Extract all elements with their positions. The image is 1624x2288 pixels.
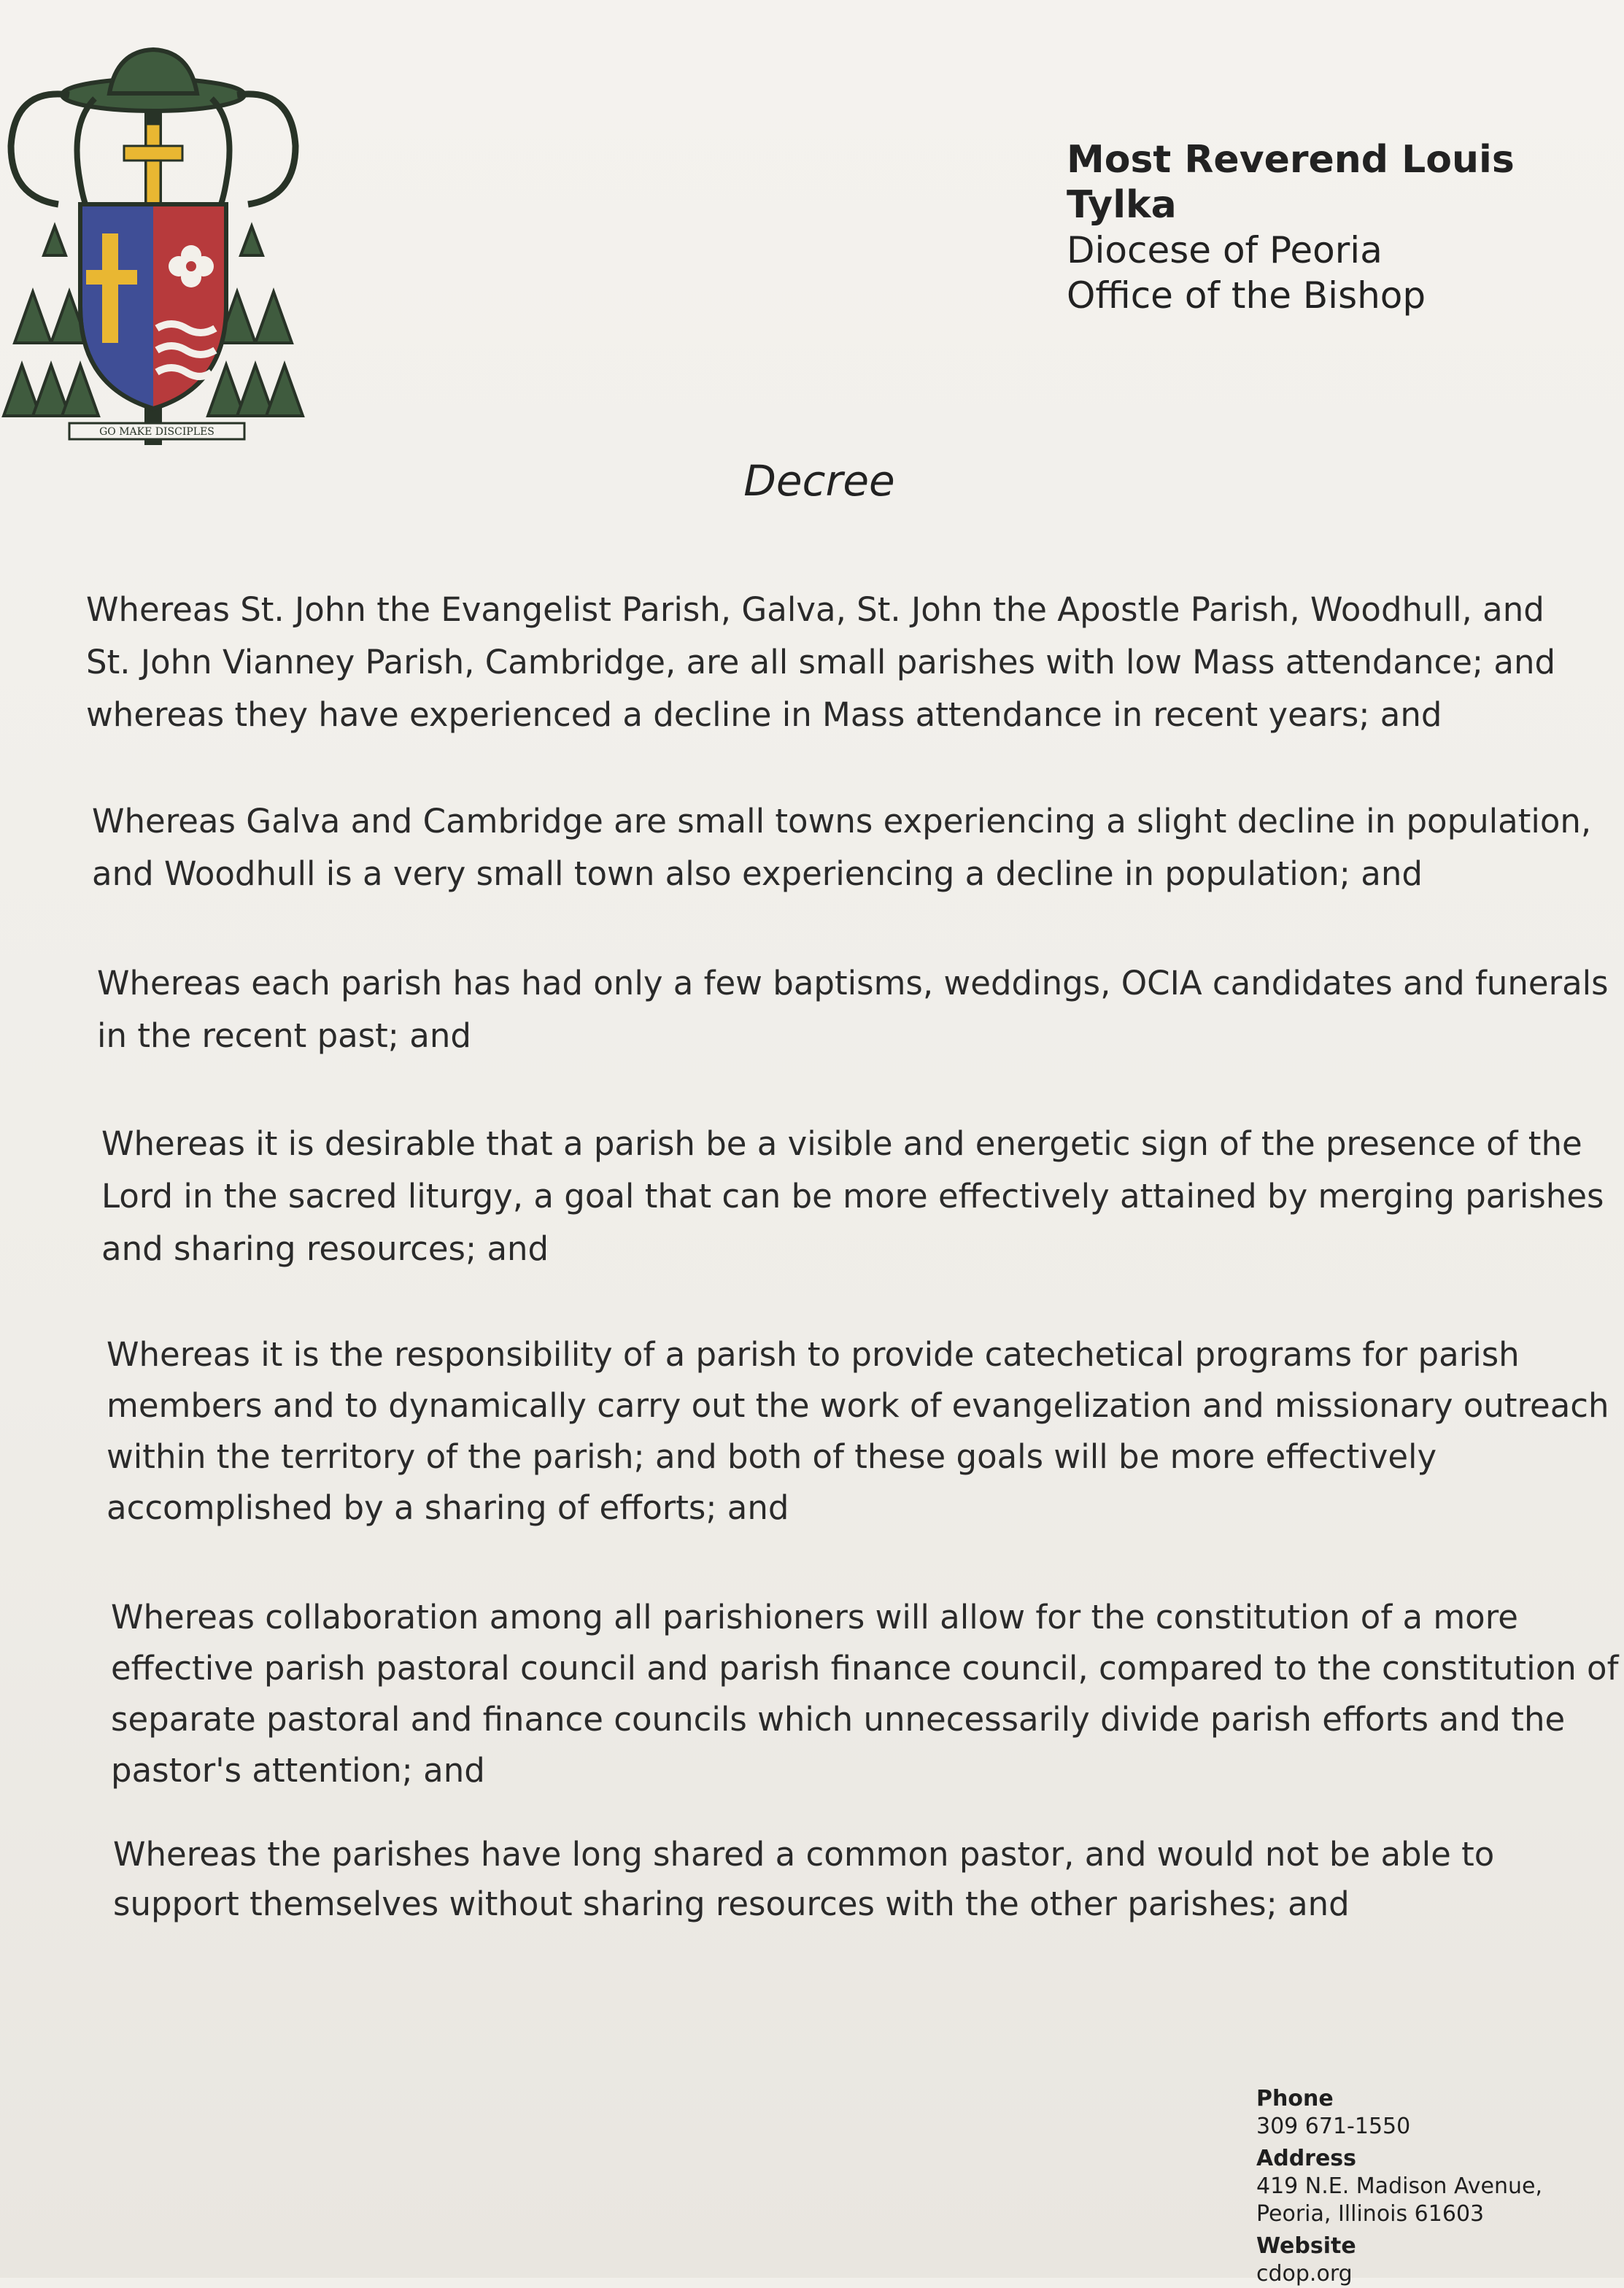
paragraph-line: support themselves without sharing resources with the other parishes; and <box>113 1885 1350 1923</box>
paragraph-line: whereas they have experienced a decline in Mass attendance in recent years; and <box>86 695 1442 734</box>
crest-motto: GO MAKE DISCIPLES <box>99 426 214 438</box>
paragraph-line: and sharing resources; and <box>101 1229 549 1268</box>
decree-title: Decree <box>743 456 895 506</box>
website-url: cdop.org <box>1256 2261 1353 2287</box>
paragraph-line: within the territory of the parish; and both of these goals will be more effectively <box>107 1437 1437 1476</box>
paragraph-line: and Woodhull is a very small town also experiencing a decline in population; and <box>92 854 1423 893</box>
paragraph-4 <box>101 1118 1604 1275</box>
paragraph-7 <box>113 1830 1494 1929</box>
paragraph-2 <box>92 795 1591 900</box>
paragraph-3 <box>97 957 1609 1062</box>
paragraph-6 <box>111 1592 1618 1796</box>
address-line-2: Peoria, Illinois 61603 <box>1256 2201 1485 2227</box>
paragraph-line: pastor's attention; and <box>111 1751 485 1790</box>
phone-number: 309 671-1550 <box>1256 2114 1411 2139</box>
paragraph-line: effective parish pastoral council and parish finance council, compared to the constitution of <box>111 1649 1619 1688</box>
address-label: Address <box>1256 2146 1357 2171</box>
coat-of-arms-icon <box>0 36 306 452</box>
paragraph-line: Whereas St. John the Evangelist Parish, Galva, St. John the Apostle Parish, Woodhull, and <box>86 590 1544 629</box>
letterhead <box>1067 137 1624 318</box>
office-name: Office of the Bishop <box>1067 274 1426 317</box>
bishop-name: Most Reverend Louis Tylka <box>1067 138 1515 227</box>
paragraph-line: St. John Vianney Parish, Cambridge, are all small parishes with low Mass attendance; and <box>86 643 1556 681</box>
paragraph-5 <box>107 1329 1609 1534</box>
paragraph-line: separate pastoral and finance councils which unnecessarily divide parish efforts and the <box>111 1700 1566 1739</box>
contact-block <box>1256 2085 1542 2288</box>
paragraph-line: Whereas the parishes have long shared a common pastor, and would not be able to <box>113 1835 1495 1874</box>
paragraph-line: Whereas it is the responsibility of a parish to provide catechetical programs for parish <box>107 1335 1520 1374</box>
address-line-1: 419 N.E. Madison Avenue, <box>1256 2173 1542 2199</box>
paragraph-1 <box>86 584 1555 741</box>
paragraph-line: members and to dynamically carry out the work of evangelization and missionary outreach <box>107 1386 1609 1425</box>
paragraph-line: Lord in the sacred liturgy, a goal that can be more effectively attained by merging parishes <box>101 1177 1604 1216</box>
paragraph-line: Whereas it is desirable that a parish be a visible and energetic sign of the presence of the <box>101 1124 1582 1163</box>
paragraph-line: in the recent past; and <box>97 1016 471 1055</box>
phone-label: Phone <box>1256 2086 1334 2111</box>
website-label: Website <box>1256 2233 1356 2259</box>
paragraph-line: accomplished by a sharing of efforts; and <box>107 1488 789 1527</box>
paragraph-line: Whereas collaboration among all parishioners will allow for the constitution of a more <box>111 1598 1518 1636</box>
paragraph-line: Whereas Galva and Cambridge are small towns experiencing a slight decline in population, <box>92 802 1592 840</box>
diocese-name: Diocese of Peoria <box>1067 229 1383 271</box>
paragraph-line: Whereas each parish has had only a few baptisms, weddings, OCIA candidates and funerals <box>97 964 1609 1002</box>
